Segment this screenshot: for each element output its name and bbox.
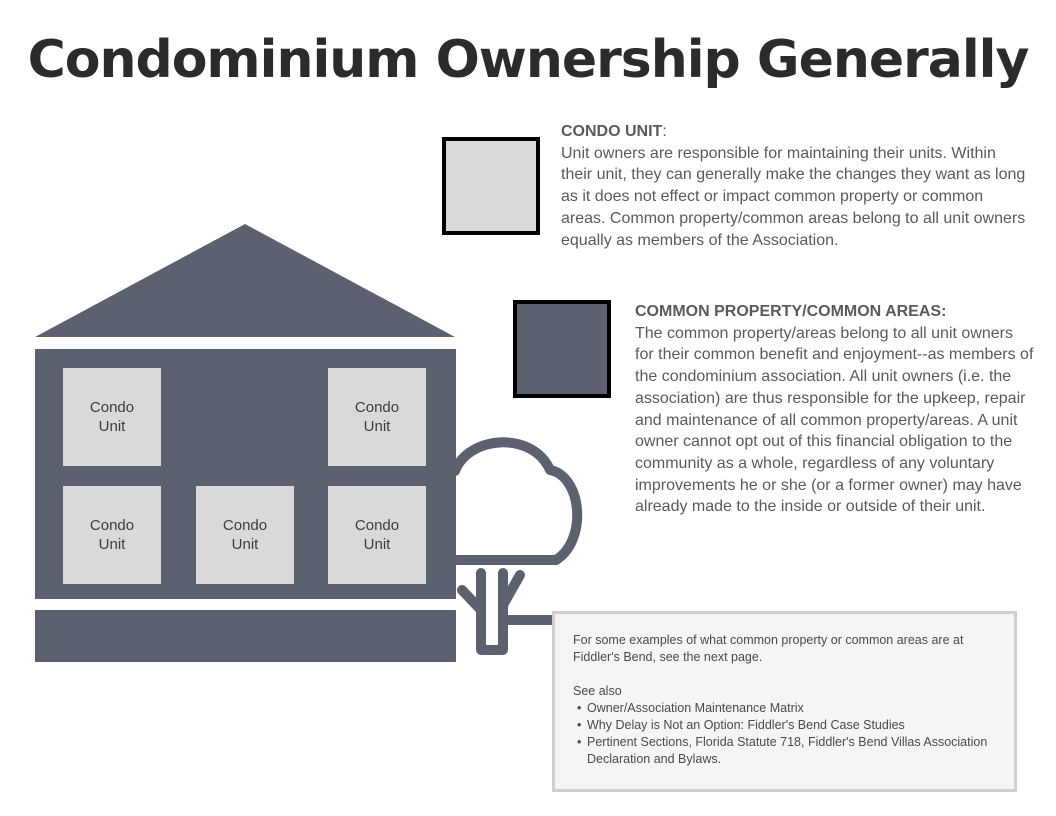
condo-unit-cell: Condo Unit	[63, 486, 161, 584]
condo-unit-cell: Condo Unit	[328, 368, 426, 466]
condo-unit-heading: CONDO UNIT	[561, 123, 663, 140]
see-also-label: See also	[573, 684, 622, 698]
see-also-item: • Pertinent Sections, Florida Statute 718, Fiddler's Bend Villas Association Declaration and Bylaws.	[573, 734, 998, 768]
common-property-heading: COMMON PROPERTY/COMMON AREAS:	[635, 303, 947, 320]
condo-unit-cell: Condo Unit	[63, 368, 161, 466]
see-also-item: • Why Delay is Not an Option: Fiddler's Bend Case Studies	[573, 717, 998, 734]
condo-unit-heading-suffix: :	[662, 123, 667, 140]
common-property-body: The common property/areas belong to all unit owners for their common benefit and enjoyment--as members of the condominium association. All unit owners (i.e. the association) are thus responsible for the upkeep, repair and maintenance of all common property/areas. A unit owner cannot opt out of this financial obligation to the community as a whole, regardless of any voluntary improvements he or she (or a former owner) may have already made to the inside or outside of their unit.	[635, 324, 1034, 516]
see-also-item: • Owner/Association Maintenance Matrix	[573, 700, 998, 717]
see-also-list	[573, 700, 998, 768]
building-foundation	[35, 610, 456, 662]
condo-unit-cell: Condo Unit	[328, 486, 426, 584]
condo-unit-body: Unit owners are responsible for maintaining their units. Within their unit, they can generally make the changes they want as long as it does not effect or impact common property or common areas. Common property/common areas belong to all unit owners equally as members of the Association.	[561, 144, 1026, 249]
see-also-box	[552, 611, 1017, 792]
info-intro: For some examples of what common property or common areas are at Fiddler's Bend, see the next page.	[573, 633, 964, 664]
condo-unit-cell: Condo Unit	[196, 486, 294, 584]
page-title: Condominium Ownership Generally	[27, 30, 1029, 90]
roof	[35, 224, 455, 337]
